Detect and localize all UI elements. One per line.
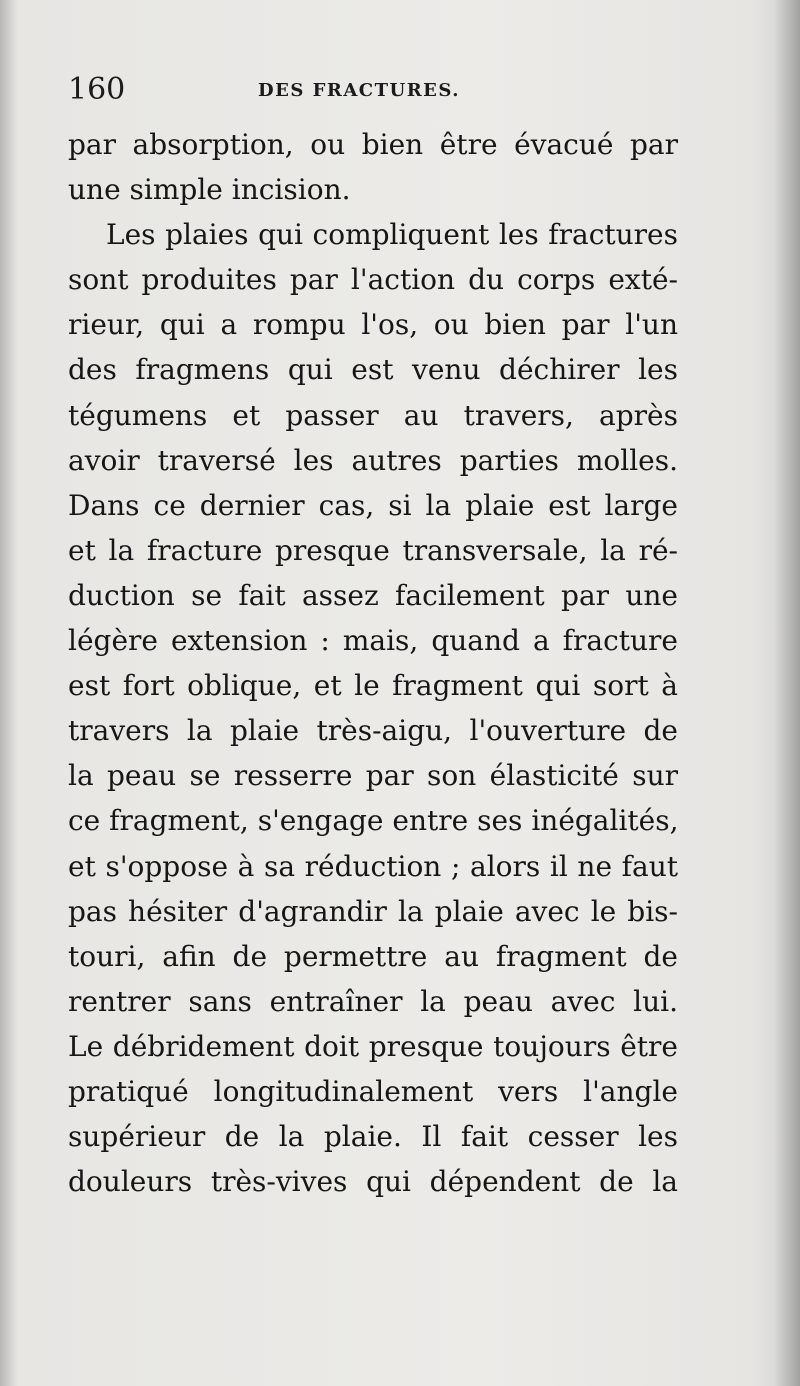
text-line: ce fragment, s'engage entre ses inégalités, <box>68 804 679 838</box>
text-line: rieur, qui a rompu l'os, ou bien par l'un <box>68 308 678 342</box>
text-line: et s'oppose à sa réduction ; alors il ne faut <box>68 849 678 883</box>
text-line: sont produites par l'action du corps exté- <box>68 263 678 297</box>
text-line: tégumens et passer au travers, après <box>68 398 678 432</box>
text-line: supérieur de la plaie. Il fait cesser les <box>68 1120 678 1154</box>
text-line: des fragmens qui est venu déchirer les <box>68 353 678 387</box>
running-head: DES FRACTURES. <box>258 80 461 101</box>
text-line: douleurs très-vives qui dépendent de la <box>68 1165 678 1199</box>
page-number: 160 <box>68 72 126 107</box>
text-line: rentrer sans entraîner la peau avec lui. <box>68 984 678 1018</box>
text-line: avoir traversé les autres parties molles. <box>68 443 678 477</box>
text-line: pas hésiter d'agrandir la plaie avec le bis- <box>68 894 678 928</box>
text-line: duction se fait assez facilement par une <box>68 578 678 612</box>
page-edge-shadow <box>774 0 800 1386</box>
text-line: et la fracture presque transversale, la ré- <box>68 533 678 567</box>
text-line: la peau se resserre par son élasticité sur <box>68 759 678 793</box>
page-header <box>68 70 678 110</box>
text-line: Les plaies qui compliquent les fractures <box>106 218 678 252</box>
body-text <box>68 122 678 1204</box>
text-line: par absorption, ou bien être évacué par <box>68 128 678 161</box>
text-line: Dans ce dernier cas, si la plaie est large <box>68 488 678 522</box>
text-line: une simple incision. <box>68 173 351 207</box>
text-line: est fort oblique, et le fragment qui sort à <box>68 669 678 703</box>
text-line: travers la plaie très-aigu, l'ouverture de <box>68 714 678 748</box>
text-line: pratiqué longitudinalement vers l'angle <box>68 1074 678 1108</box>
text-line: touri, afin de permettre au fragment de <box>68 939 678 973</box>
text-line: Le débridement doit presque toujours être <box>68 1029 678 1063</box>
text-line: légère extension : mais, quand a fracture <box>68 624 678 658</box>
